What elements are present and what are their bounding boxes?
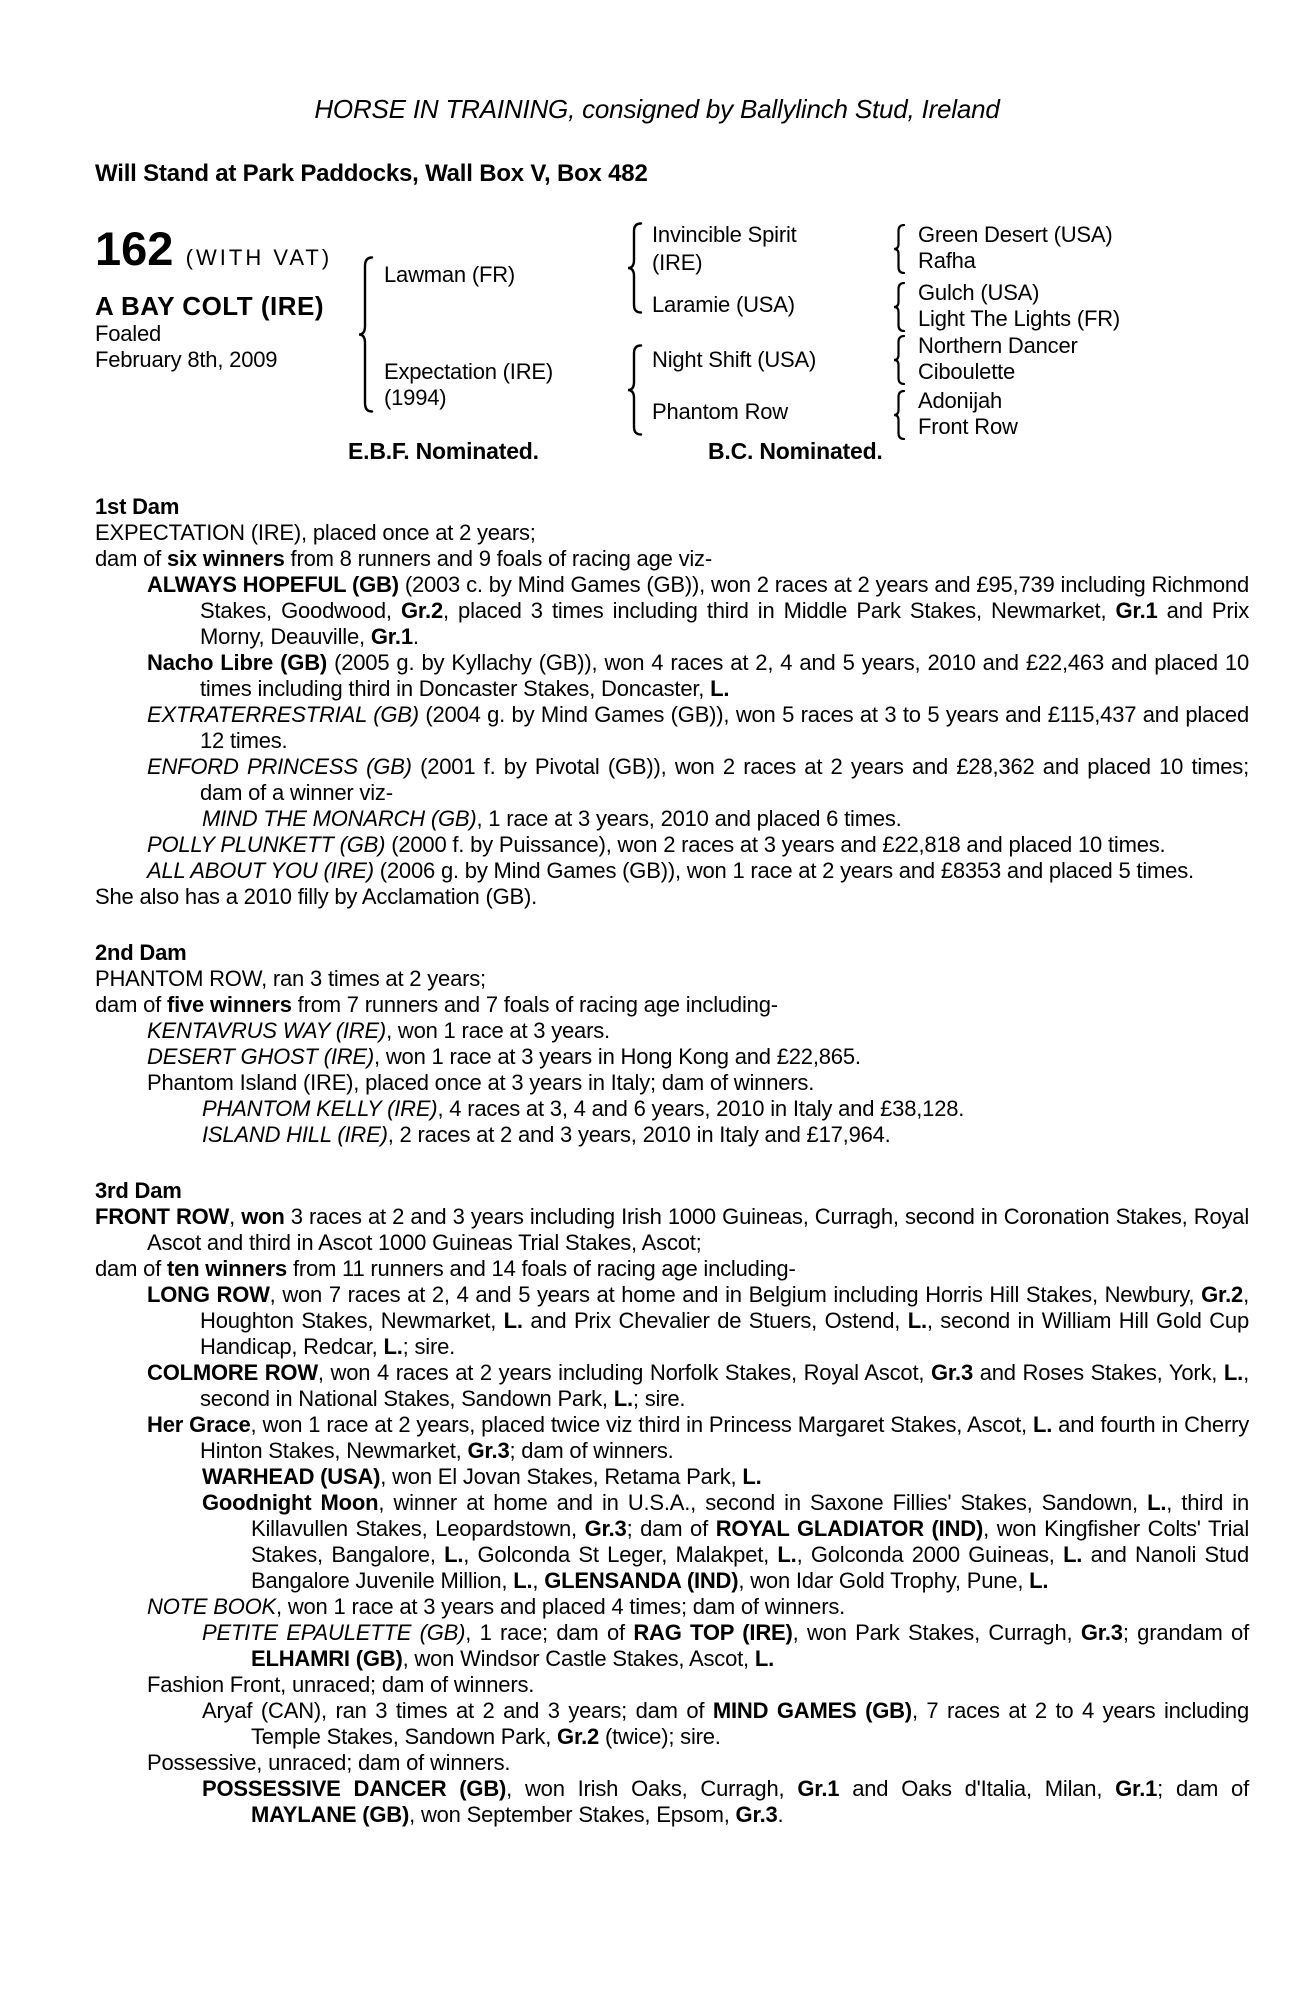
pedigree-dam-dam-sire: Adonijah <box>918 388 1003 413</box>
pedigree-brace-gen3-1 <box>893 224 906 274</box>
catalogue-paragraph: PHANTOM KELLY (IRE), 4 races at 3, 4 and 6 years, 2010 in Italy and £38,128. <box>202 1096 965 1121</box>
catalogue-paragraph: COLMORE ROW, won 4 races at 2 years including Norfolk Stakes, Royal Ascot, Gr.3 and Roses Stakes, York, L., second in National Stakes, Sandown Park, L.; sire. <box>147 1360 1249 1411</box>
pedigree-sire-sire-dam: Rafha <box>918 248 976 273</box>
pedigree-sire-dam-dam: Light The Lights (FR) <box>918 306 1121 331</box>
catalogue-paragraph: She also has a 2010 filly by Acclamation (GB). <box>95 884 538 909</box>
pedigree-sire-dam: Laramie (USA) <box>652 292 795 317</box>
pedigree-sire-sire: Invincible Spirit (IRE) <box>652 222 797 275</box>
catalogue-paragraph: KENTAVRUS WAY (IRE), won 1 race at 3 years. <box>147 1018 610 1043</box>
dam-heading: 2nd Dam <box>95 940 187 965</box>
vat-note: (WITH VAT) <box>185 245 333 270</box>
dam-section-3 <box>95 1178 1249 1828</box>
pedigree-sire-sire-sire: Green Desert (USA) <box>918 222 1113 247</box>
catalogue-paragraph: MIND THE MONARCH (GB), 1 race at 3 years, 2010 and placed 6 times. <box>202 806 902 831</box>
catalogue-paragraph: Phantom Island (IRE), placed once at 3 years in Italy; dam of winners. <box>147 1070 815 1095</box>
catalogue-paragraph: ALWAYS HOPEFUL (GB) (2003 c. by Mind Games (GB)), won 2 races at 2 years and £95,739 including Richmond Stakes, Goodwood, Gr.2, placed 3 times including third in Middle Park Stakes, Newmarket, Gr.1 and Prix Morny, Deauville, Gr.1. <box>147 572 1250 649</box>
catalogue-paragraph: dam of five winners from 7 runners and 7 foals of racing age including- <box>95 992 778 1017</box>
pedigree-dam-dam: Phantom Row <box>652 399 788 424</box>
catalogue-paragraph: LONG ROW, won 7 races at 2, 4 and 5 years at home and in Belgium including Horris Hill Stakes, Newbury, Gr.2, Houghton Stakes, Newmarket, L. and Prix Chevalier de Stuers, Ostend, L., second in William Hill Gold Cup Handicap, Redcar, L.; sire. <box>147 1282 1249 1359</box>
catalogue-paragraph: Possessive, unraced; dam of winners. <box>147 1750 511 1775</box>
dam-sections <box>95 494 1249 1828</box>
bc-nomination: B.C. Nominated. <box>708 438 883 464</box>
catalogue-paragraph: dam of ten winners from 11 runners and 14 foals of racing age including- <box>95 1256 796 1281</box>
catalogue-paragraph: Goodnight Moon, winner at home and in U.S.A., second in Saxone Fillies' Stakes, Sandown, L., third in Killavullen Stakes, Leopardstown, Gr.3; dam of ROYAL GLADIATOR (IND), won Kingfisher Colts' Trial Stakes, Bangalore, L., Golconda St Leger, Malakpet, L., Golconda 2000 Guineas, L. and Nanoli Stud Bangalore Juvenile Million, L., GLENSANDA (IND), won Idar Gold Trophy, Pune, L. <box>202 1490 1250 1593</box>
pedigree-dam-sire-sire: Northern Dancer <box>918 333 1078 358</box>
catalogue-paragraph: Fashion Front, unraced; dam of winners. <box>147 1672 535 1697</box>
pedigree-brace-gen2-bottom <box>627 344 643 436</box>
pedigree-sire-dam-sire: Gulch (USA) <box>918 280 1040 305</box>
dam-section-2 <box>95 940 1249 1148</box>
dam-section-1 <box>95 494 1249 910</box>
pedigree-dam-dam-dam: Front Row <box>918 414 1018 439</box>
catalogue-paragraph: NOTE BOOK, won 1 race at 3 years and placed 4 times; dam of winners. <box>147 1594 846 1619</box>
catalogue-paragraph: EXTRATERRESTRIAL (GB) (2004 g. by Mind Games (GB)), won 5 races at 3 to 5 years and £115,437 and placed 12 times. <box>147 702 1249 753</box>
pedigree-brace-gen3-2 <box>893 282 906 332</box>
catalogue-paragraph: EXPECTATION (IRE), placed once at 2 years; <box>95 520 536 545</box>
pedigree-brace-gen3-4 <box>893 390 906 440</box>
pedigree-dam-sire-dam: Ciboulette <box>918 359 1016 384</box>
dam-heading: 1st Dam <box>95 494 180 519</box>
pedigree-dam-sire: Night Shift (USA) <box>652 347 817 372</box>
foaled-label: Foaled <box>95 321 162 346</box>
dam-heading: 3rd Dam <box>95 1178 182 1203</box>
catalogue-paragraph: FRONT ROW, won 3 races at 2 and 3 years including Irish 1000 Guineas, Curragh, second in Coronation Stakes, Royal Ascot and third in Ascot 1000 Guineas Trial Stakes, Ascot; <box>95 1204 1250 1255</box>
pedigree-dam-year: (1994) <box>384 385 447 410</box>
pedigree-brace-gen1 <box>358 256 374 413</box>
catalogue-paragraph: dam of six winners from 8 runners and 9 foals of racing age viz- <box>95 546 712 571</box>
catalogue-paragraph: ISLAND HILL (IRE), 2 races at 2 and 3 years, 2010 in Italy and £17,964. <box>202 1122 891 1147</box>
catalogue-paragraph: ALL ABOUT YOU (IRE) (2006 g. by Mind Games (GB)), won 1 race at 2 years and £8353 and placed 5 times. <box>147 858 1194 883</box>
pedigree-brace-gen3-3 <box>893 335 906 385</box>
pedigree-dam: Expectation (IRE) <box>384 359 554 384</box>
catalogue-paragraph: POLLY PLUNKETT (GB) (2000 f. by Puissance), won 2 races at 3 years and £22,818 and placed 10 times. <box>147 832 1166 857</box>
catalogue-paragraph: Aryaf (CAN), ran 3 times at 2 and 3 years; dam of MIND GAMES (GB), 7 races at 2 to 4 years including Temple Stakes, Sandown Park, Gr.2 (twice); sire. <box>202 1698 1249 1749</box>
page-title: HORSE IN TRAINING, consigned by Ballylinch Stud, Ireland <box>314 94 1000 124</box>
stand-location-line: Will Stand at Park Paddocks, Wall Box V, Box 482 <box>95 160 648 187</box>
horse-description: A BAY COLT (IRE) <box>95 291 325 321</box>
catalogue-paragraph: Her Grace, won 1 race at 2 years, placed twice viz third in Princess Margaret Stakes, Ascot, L. and fourth in Cherry Hinton Stakes, Newmarket, Gr.3; dam of winners. <box>147 1412 1249 1463</box>
lot-number: 162 <box>95 222 174 275</box>
pedigree-brace-gen2-top <box>627 222 643 314</box>
catalogue-paragraph: DESERT GHOST (IRE), won 1 race at 3 years in Hong Kong and £22,865. <box>147 1044 861 1069</box>
foaled-date: February 8th, 2009 <box>95 347 278 372</box>
catalogue-paragraph: PHANTOM ROW, ran 3 times at 2 years; <box>95 966 486 991</box>
catalogue-paragraph: WARHEAD (USA), won El Jovan Stakes, Retama Park, L. <box>202 1464 762 1489</box>
catalogue-paragraph: PETITE EPAULETTE (GB), 1 race; dam of RAG TOP (IRE), won Park Stakes, Curragh, Gr.3; grandam of ELHAMRI (GB), won Windsor Castle Stakes, Ascot, L. <box>202 1620 1249 1671</box>
lot-line <box>95 221 332 276</box>
catalogue-paragraph: Nacho Libre (GB) (2005 g. by Kyllachy (GB)), won 4 races at 2, 4 and 5 years, 2010 and £22,463 and placed 10 times including third in Doncaster Stakes, Doncaster, L. <box>147 650 1249 701</box>
catalogue-paragraph: POSSESSIVE DANCER (GB), won Irish Oaks, Curragh, Gr.1 and Oaks d'Italia, Milan, Gr.1; dam of MAYLANE (GB), won September Stakes, Epsom, Gr.3. <box>202 1776 1249 1827</box>
catalogue-paragraph: ENFORD PRINCESS (GB) (2001 f. by Pivotal (GB)), won 2 races at 2 years and £28,362 and placed 10 times; dam of a winner viz- <box>147 754 1249 805</box>
pedigree-sire: Lawman (FR) <box>384 262 516 287</box>
ebf-nomination: E.B.F. Nominated. <box>348 438 539 464</box>
